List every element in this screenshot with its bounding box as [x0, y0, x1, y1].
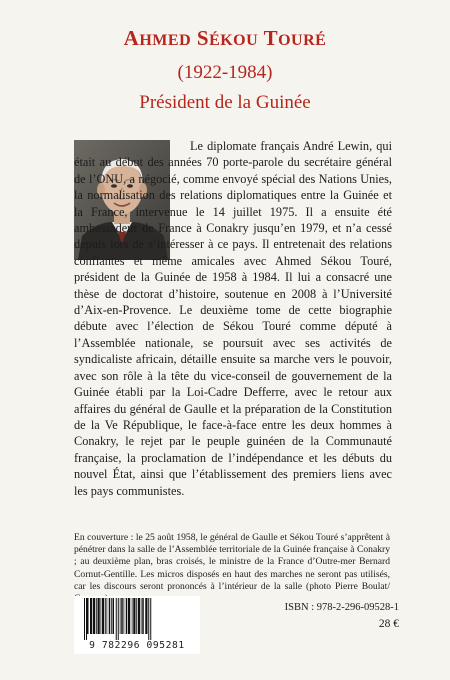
author-biography: Le diplomate français André Lewin, qui était au début des années 70 porte-parole du secrétaire général de l’ONU, a négocié, comme envoyé spécial des Nations Unies, la normalisation des relations diplomatiques entre la Guinée et la France, intervenue le 14 juillet 1975. Il a ensuite été ambassadeur de France à Conakry jusqu’en 1979, et n’a cessé depuis lors de s’intéresser à ce pays. Il entretenait des relations confiantes et même amicales avec Ahmed Sékou Touré, président de la Guinée de 1958 à 1984. Il lui a consacré une thèse de doctorat d’histoire, soutenue en 2008 à l’Université d’Aix-en-Provence. Le deuxième tome de cette biographie débute avec l’élection de Sékou Touré comme député à l’Assemblée nationale, se poursuit avec ses activités de syndicaliste africain, détaille ensuite sa marche vers le pouvoir, avec son rôle à la tête du vice-conseil de gouvernement de la Guinée établi par la Loi-Cadre Defferre, avec le retour aux affaires du général de Gaulle et la préparation de la Constitution de la Ve République, le face-à-face entre les deux hommes à Conakry, le rejet par le peuple guinéen de la Communauté française, la proclamation de l’indépendance et les débuts du nouvel État, ainsi que l’établissement des premiers liens avec les pays communistes.: [74, 139, 392, 498]
book-years: (1922-1984): [177, 62, 273, 83]
cover-photo-caption: En couverture : le 25 août 1958, le général de Gaulle et Sékou Touré s’apprêtent à pénétrer dans la salle de l’Assemblée territoriale de la Guinée française à Conakry ; au deuxième plan, bras croisés, le ministre de la France d’Outre-mer Bernard Cornut-Gentille. Les micros disposés en haut des marches ne seront pas utilisés, car les discours seront prononcés à l’intérieur de la salle (photo Pierre Boulat/: [74, 532, 390, 592]
barcode-icon: [74, 596, 200, 640]
book-subtitle: Président de la Guinée: [139, 92, 311, 113]
isbn-number: ISBN : 978-2-296-09528-1: [284, 602, 399, 613]
book-title: AHMED SÉKOU TOURÉ: [123, 26, 327, 50]
book-price: 28 €: [378, 618, 399, 630]
barcode-digits: 9 782296 095281: [74, 640, 200, 651]
